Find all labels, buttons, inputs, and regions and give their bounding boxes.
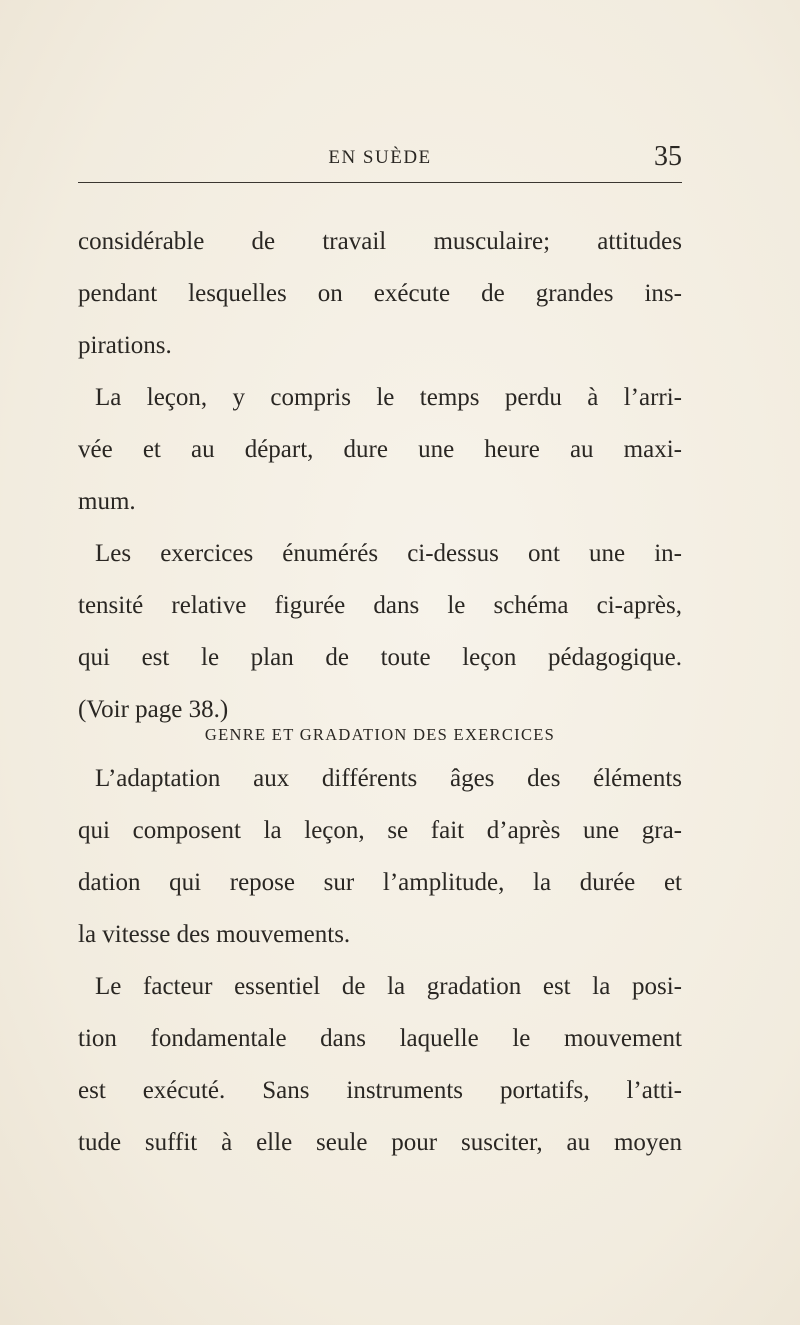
paragraph-5: [78, 961, 682, 1169]
running-title: EN SUÈDE: [328, 147, 432, 168]
header-rule: [78, 182, 682, 183]
text-line: vée et au départ, dure une heure au maxi-: [78, 436, 682, 463]
paragraph-2: [78, 372, 682, 528]
text-line: Le facteur essentiel de la gradation est la posi-: [95, 973, 682, 1000]
page-number: 35: [654, 141, 682, 172]
section-heading: GENRE ET GRADATION DES EXERCICES: [204, 725, 556, 744]
text-line: pirations.: [78, 332, 172, 359]
text-line: La leçon, y compris le temps perdu à l’arri-: [95, 384, 682, 411]
paragraph-4: [78, 753, 682, 961]
text-line: considérable de travail musculaire; attitudes: [78, 228, 682, 255]
text-line: pendant lesquelles on exécute de grandes ins-: [78, 280, 682, 307]
text-line: qui est le plan de toute leçon pédagogique.: [78, 644, 682, 671]
paragraph-1: [78, 216, 682, 372]
text-line: mum.: [78, 488, 136, 515]
text-line: dation qui repose sur l’amplitude, la durée et: [78, 869, 682, 896]
text-line: (Voir page 38.): [78, 696, 229, 723]
text-line: L’adaptation aux différents âges des éléments: [95, 765, 682, 792]
body-text-bottom: [78, 753, 682, 1169]
text-line: tensité relative figurée dans le schéma ci-après,: [78, 592, 682, 619]
text-line: qui composent la leçon, se fait d’après une gra-: [78, 817, 682, 844]
text-line: tude suffit à elle seule pour susciter, au moyen: [78, 1129, 682, 1156]
text-line: Les exercices énumérés ci-dessus ont une in-: [95, 540, 682, 567]
body-text-top: [78, 216, 682, 736]
text-line: la vitesse des mouvements.: [78, 921, 351, 948]
text-line: est exécuté. Sans instruments portatifs, l’atti-: [78, 1077, 682, 1104]
paragraph-3: [78, 528, 682, 736]
text-line: tion fondamentale dans laquelle le mouvement: [78, 1025, 682, 1052]
page-header: [78, 141, 682, 185]
